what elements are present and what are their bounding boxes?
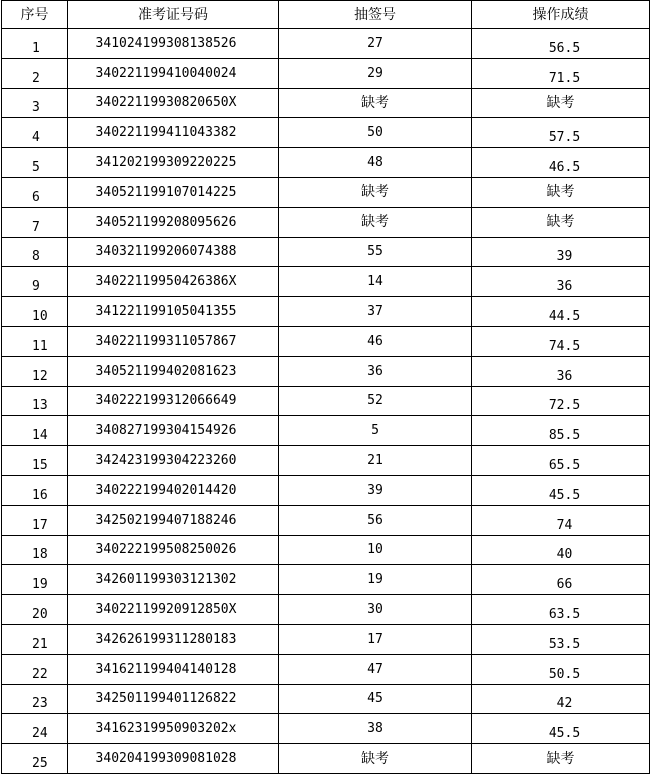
table-row (2, 326, 650, 356)
lot-number-cell: 39 (279, 475, 472, 505)
lot-number-cell: 29 (279, 58, 472, 88)
lot-number-cell: 17 (279, 624, 472, 654)
table-row (2, 684, 650, 714)
header-row (2, 1, 650, 29)
table-row (2, 177, 650, 207)
results-table (1, 0, 650, 774)
exam-id-cell: 341202199309220225 (68, 148, 279, 178)
lot-number-cell: 48 (279, 148, 472, 178)
table-row (2, 118, 650, 148)
exam-id-cell: 34022119920912850X (68, 595, 279, 625)
exam-id-cell: 340521199402081623 (68, 356, 279, 386)
practical-score-cell: 74.5 (472, 326, 650, 356)
lot-number-cell: 10 (279, 535, 472, 565)
table-row (2, 58, 650, 88)
practical-score-cell: 45.5 (472, 714, 650, 744)
lot-number-cell: 36 (279, 356, 472, 386)
practical-score-cell: 42 (472, 684, 650, 714)
lot-number-cell: 52 (279, 386, 472, 416)
exam-id-cell: 340321199206074388 (68, 237, 279, 267)
row-index: 13 (2, 386, 68, 416)
practical-score-cell: 71.5 (472, 58, 650, 88)
lot-number-cell: 47 (279, 654, 472, 684)
practical-score-cell: 缺考 (472, 207, 650, 237)
lot-number-cell: 56 (279, 505, 472, 535)
row-index: 2 (2, 58, 68, 88)
practical-score-cell: 72.5 (472, 386, 650, 416)
practical-score-cell: 45.5 (472, 475, 650, 505)
exam-id-cell: 34022119950426386X (68, 267, 279, 297)
exam-id-cell: 342626199311280183 (68, 624, 279, 654)
exam-id-cell: 340521199107014225 (68, 177, 279, 207)
practical-score-cell: 缺考 (472, 177, 650, 207)
row-index: 23 (2, 684, 68, 714)
row-index: 25 (2, 744, 68, 774)
table-row (2, 237, 650, 267)
header-index: 序号 (2, 1, 68, 29)
table-row (2, 595, 650, 625)
exam-id-cell: 340222199508250026 (68, 535, 279, 565)
row-index: 11 (2, 326, 68, 356)
exam-id-cell: 340222199312066649 (68, 386, 279, 416)
practical-score-cell: 56.5 (472, 29, 650, 59)
exam-id-cell: 341621199404140128 (68, 654, 279, 684)
row-index: 12 (2, 356, 68, 386)
table-row (2, 88, 650, 118)
lot-number-cell: 45 (279, 684, 472, 714)
exam-id-cell: 340222199402014420 (68, 475, 279, 505)
lot-number-cell: 46 (279, 326, 472, 356)
practical-score-cell: 63.5 (472, 595, 650, 625)
row-index: 5 (2, 148, 68, 178)
exam-id-cell: 340521199208095626 (68, 207, 279, 237)
row-index: 22 (2, 654, 68, 684)
lot-number-cell: 27 (279, 29, 472, 59)
practical-score-cell: 57.5 (472, 118, 650, 148)
row-index: 3 (2, 88, 68, 118)
header-practical-score: 操作成绩 (472, 1, 650, 29)
row-index: 6 (2, 177, 68, 207)
lot-number-cell: 21 (279, 446, 472, 476)
row-index: 10 (2, 297, 68, 327)
table-row (2, 744, 650, 774)
row-index: 7 (2, 207, 68, 237)
practical-score-cell: 46.5 (472, 148, 650, 178)
practical-score-cell: 40 (472, 535, 650, 565)
row-index: 24 (2, 714, 68, 744)
lot-number-cell: 缺考 (279, 88, 472, 118)
row-index: 18 (2, 535, 68, 565)
exam-id-cell: 341221199105041355 (68, 297, 279, 327)
practical-score-cell: 44.5 (472, 297, 650, 327)
table-body (2, 29, 650, 774)
exam-id-cell: 34022119930820650X (68, 88, 279, 118)
exam-id-cell: 342502199407188246 (68, 505, 279, 535)
row-index: 15 (2, 446, 68, 476)
lot-number-cell: 缺考 (279, 744, 472, 774)
exam-id-cell: 342501199401126822 (68, 684, 279, 714)
practical-score-cell: 66 (472, 565, 650, 595)
exam-id-cell: 340221199311057867 (68, 326, 279, 356)
table-row (2, 29, 650, 59)
table-row (2, 267, 650, 297)
practical-score-cell: 50.5 (472, 654, 650, 684)
lot-number-cell: 37 (279, 297, 472, 327)
exam-id-cell: 340221199411043382 (68, 118, 279, 148)
lot-number-cell: 50 (279, 118, 472, 148)
exam-id-cell: 340827199304154926 (68, 416, 279, 446)
practical-score-cell: 74 (472, 505, 650, 535)
row-index: 20 (2, 595, 68, 625)
table-row (2, 654, 650, 684)
table-row (2, 207, 650, 237)
exam-id-cell: 340221199410040024 (68, 58, 279, 88)
row-index: 9 (2, 267, 68, 297)
row-index: 14 (2, 416, 68, 446)
practical-score-cell: 39 (472, 237, 650, 267)
table-row (2, 505, 650, 535)
row-index: 21 (2, 624, 68, 654)
lot-number-cell: 14 (279, 267, 472, 297)
table-row (2, 416, 650, 446)
exam-id-cell: 34162319950903202x (68, 714, 279, 744)
row-index: 19 (2, 565, 68, 595)
row-index: 1 (2, 29, 68, 59)
table-row (2, 475, 650, 505)
lot-number-cell: 19 (279, 565, 472, 595)
lot-number-cell: 缺考 (279, 177, 472, 207)
table-row (2, 535, 650, 565)
practical-score-cell: 36 (472, 267, 650, 297)
exam-id-cell: 342601199303121302 (68, 565, 279, 595)
row-index: 16 (2, 475, 68, 505)
table-row (2, 565, 650, 595)
table-row (2, 297, 650, 327)
lot-number-cell: 5 (279, 416, 472, 446)
table-row (2, 624, 650, 654)
practical-score-cell: 缺考 (472, 88, 650, 118)
practical-score-cell: 36 (472, 356, 650, 386)
table-row (2, 386, 650, 416)
practical-score-cell: 53.5 (472, 624, 650, 654)
lot-number-cell: 38 (279, 714, 472, 744)
row-index: 17 (2, 505, 68, 535)
row-index: 8 (2, 237, 68, 267)
row-index: 4 (2, 118, 68, 148)
header-exam-id: 准考证号码 (68, 1, 279, 29)
lot-number-cell: 55 (279, 237, 472, 267)
lot-number-cell: 缺考 (279, 207, 472, 237)
exam-id-cell: 342423199304223260 (68, 446, 279, 476)
exam-id-cell: 340204199309081028 (68, 744, 279, 774)
table-row (2, 714, 650, 744)
practical-score-cell: 85.5 (472, 416, 650, 446)
header-lot-number: 抽签号 (279, 1, 472, 29)
table-row (2, 356, 650, 386)
lot-number-cell: 30 (279, 595, 472, 625)
table-row (2, 446, 650, 476)
practical-score-cell: 缺考 (472, 744, 650, 774)
table-row (2, 148, 650, 178)
exam-id-cell: 341024199308138526 (68, 29, 279, 59)
practical-score-cell: 65.5 (472, 446, 650, 476)
